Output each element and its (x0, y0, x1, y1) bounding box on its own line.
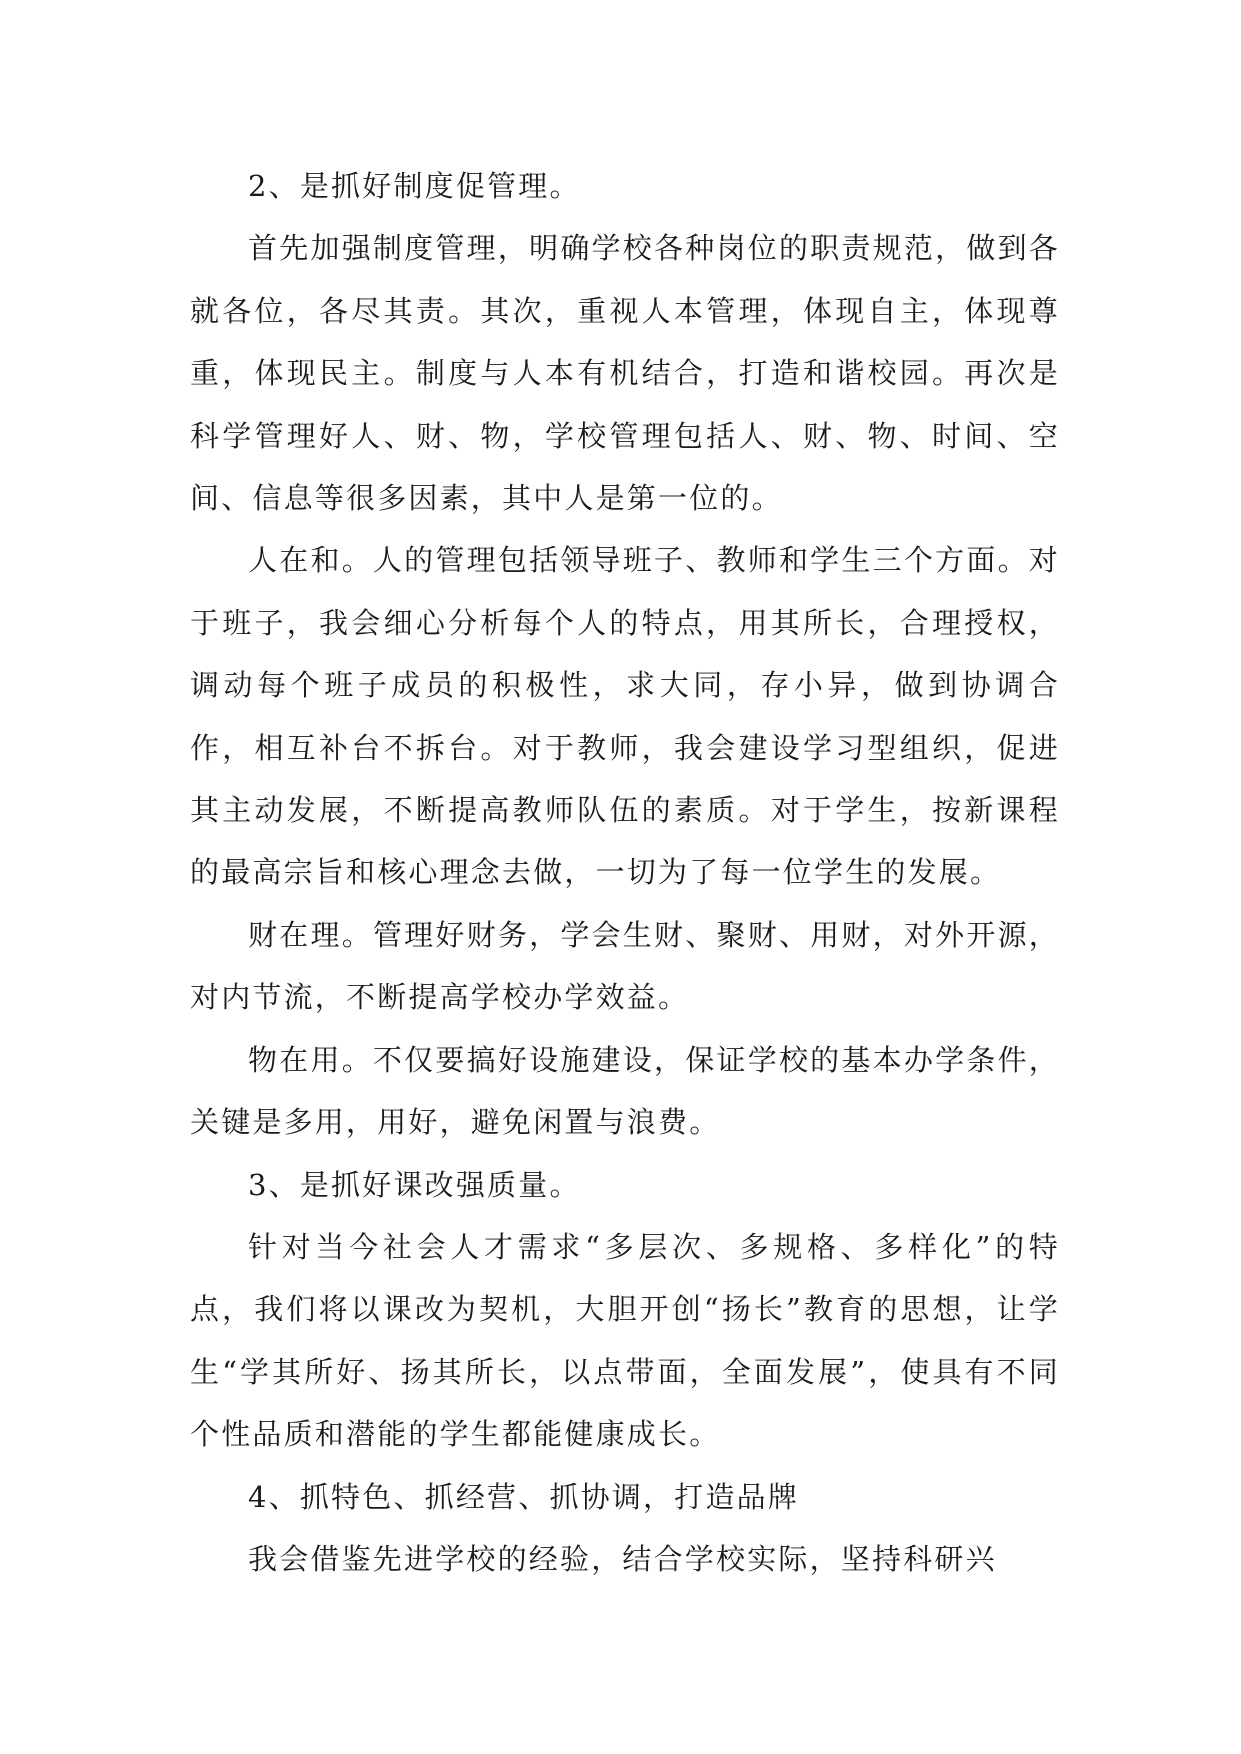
paragraph-finance: 财在理。管理好财务，学会生财、聚财、用财，对外开源，对内节流，不断提高学校办学效益。 (190, 917, 1060, 1015)
section-heading-4: 4、抓特色、抓经营、抓协调，打造品牌 (248, 1479, 800, 1514)
paragraph-experience: 我会借鉴先进学校的经验，结合学校实际，坚持科研兴 (248, 1541, 997, 1576)
paragraph-materials: 物在用。不仅要搞好设施建设，保证学校的基本办学条件，关键是多用，用好，避免闲置与浪费。 (190, 1042, 1060, 1140)
paragraph-curriculum-reform: 针对当今社会人才需求“多层次、多规格、多样化”的特点，我们将以课改为契机，大胆开创“扬长”教育的思想，让学生“学其所好、扬其所长，以点带面，全面发展”，使具有不同个性品质和潜能的学生都能健康成长。 (190, 1229, 1060, 1452)
section-heading-2: 2、是抓好制度促管理。 (248, 169, 581, 203)
paragraph-system-management: 首先加强制度管理，明确学校各种岗位的职责规范，做到各就各位，各尽其责。其次，重视人本管理，体现自主，体现尊重，体现民主。制度与人本有机结合，打造和谐校园。再次是科学管理好人、财、物，学校管理包括人、财、物、时间、空间、信息等很多因素，其中人是第一位的。 (190, 231, 1060, 516)
section-heading-3: 3、是抓好课改强质量。 (248, 1167, 581, 1202)
paragraph-people-harmony: 人在和。人的管理包括领导班子、教师和学生三个方面。对于班子，我会细心分析每个人的特点，用其所长，合理授权，调动每个班子成员的积极性，求大同，存小异，做到协调合作，相互补台不拆台。对于教师，我会建设学习型组织，促进其主动发展，不断提高教师队伍的素质。对于学生，按新课程的最高宗旨和核心理念去做，一切为了每一位学生的发展。 (190, 543, 1060, 890)
document-body (190, 155, 1060, 1590)
